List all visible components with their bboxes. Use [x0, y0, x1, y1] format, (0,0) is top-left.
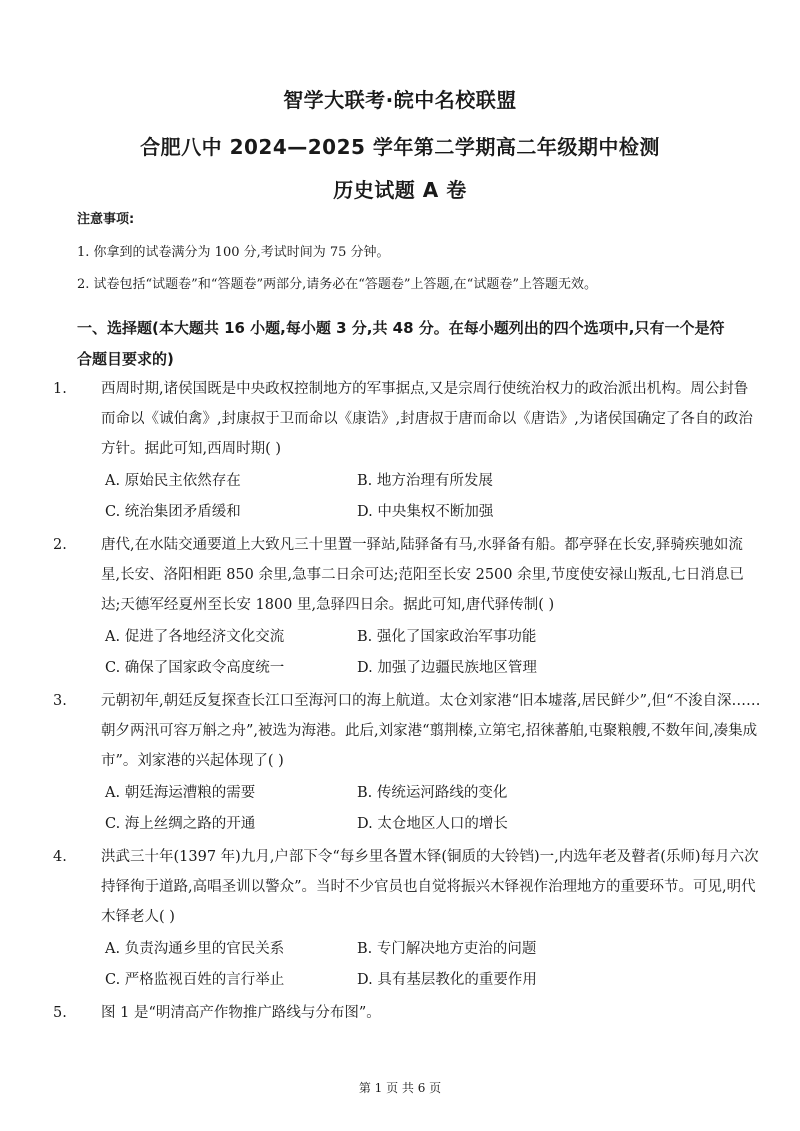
- option-a: A. 朝廷海运漕粮的需要: [105, 785, 256, 801]
- question-1: [53, 374, 761, 464]
- option-b: B. 传统运河路线的变化: [357, 785, 508, 801]
- question-4: [53, 842, 761, 932]
- question-3-options: [105, 778, 725, 840]
- option-a: A. 促进了各地经济文化交流: [105, 629, 285, 645]
- option-c: C. 海上丝绸之路的开通: [105, 816, 256, 832]
- notice-item: 2. 试卷包括“试题卷”和“答题卷”两部分,请务必在“答题卷”上答题,在“试题卷”上答题无效。: [77, 277, 597, 292]
- page-number-footer: 第 1 页 共 6 页: [358, 1081, 442, 1095]
- exam-paper-title: 历史试题 A 卷: [333, 178, 467, 202]
- option-c: C. 严格监视百姓的言行举止: [105, 972, 285, 988]
- option-b: B. 专门解决地方吏治的问题: [357, 941, 537, 957]
- question-number: 3.: [53, 693, 67, 709]
- option-d: D. 具有基层教化的重要作用: [357, 972, 537, 988]
- notice-heading: 注意事项:: [77, 212, 135, 227]
- question-3: [53, 686, 761, 776]
- section-heading: 一、选择题(本大题共 16 小题,每小题 3 分,共 48 分。在每小题列出的四个选项中,只有一个是符合题目要求的): [77, 319, 725, 368]
- option-a: A. 负责沟通乡里的官民关系: [105, 941, 285, 957]
- question-stem: 元朝初年,朝廷反复探查长江口至海河口的海上航道。太仓刘家港“旧本墟落,居民鲜少”,但“不浚自深……朝夕两汛可容万斛之舟”,被选为海港。此后,刘家港“翦荆榛,立第宅,招徕蕃舶,屯聚粮艘,不数年间,凑集成市”。刘家港的兴起体现了( ): [101, 693, 761, 769]
- question-number: 4.: [53, 849, 67, 865]
- option-b: B. 强化了国家政治军事功能: [357, 629, 537, 645]
- notice-item: 1. 你拿到的试卷满分为 100 分,考试时间为 75 分钟。: [77, 245, 390, 260]
- question-2-options: [105, 622, 725, 684]
- exam-school-title: 合肥八中 2024—2025 学年第二学期高二年级期中检测: [140, 135, 660, 159]
- question-5: [53, 998, 761, 1028]
- question-stem: 西周时期,诸侯国既是中央政权控制地方的军事据点,又是宗周行使统治权力的政治派出机构。周公封鲁而命以《诚伯禽》,封康叔于卫而命以《康诰》,封唐叔于唐而命以《唐诰》,为诸侯国确定了各自的政治方针。据此可知,西周时期( ): [101, 381, 753, 457]
- question-stem: 洪武三十年(1397 年)九月,户部下令“每乡里各置木铎(铜质的大铃铛)一,内选年老及瞽者(乐师)每月六次持铎徇于道路,高唱圣训以警众”。当时不少官员也自觉将振兴木铎视作治理地方的重要环节。可见,明代木铎老人( ): [101, 849, 759, 925]
- option-c: C. 统治集团矛盾缓和: [105, 504, 241, 520]
- option-d: D. 中央集权不断加强: [357, 504, 494, 520]
- question-2: [53, 530, 761, 620]
- question-number: 2.: [53, 537, 67, 553]
- question-4-options: [105, 934, 725, 996]
- option-a: A. 原始民主依然存在: [105, 473, 241, 489]
- option-d: D. 加强了边疆民族地区管理: [357, 660, 537, 676]
- exam-alliance-title: 智学大联考·皖中名校联盟: [283, 88, 517, 112]
- option-d: D. 太仓地区人口的增长: [357, 816, 508, 832]
- option-c: C. 确保了国家政令高度统一: [105, 660, 285, 676]
- option-b: B. 地方治理有所发展: [357, 473, 493, 489]
- question-number: 5.: [53, 1005, 67, 1021]
- question-stem: 唐代,在水陆交通要道上大致凡三十里置一驿站,陆驿备有马,水驿备有船。都亭驿在长安,驿骑疾驰如流星,长安、洛阳相距 850 余里,急事二日余可达;范阳至长安 2500 余里,节度使安禄山叛乱,七日消息已达;天德军经夏州至长安 1800 里,急驿四日余。据此可知,唐代驿传制( ): [101, 537, 744, 613]
- question-1-options: [105, 466, 725, 528]
- question-number: 1.: [53, 381, 67, 397]
- question-stem: 图 1 是“明清高产作物推广路线与分布图”。: [101, 1005, 381, 1021]
